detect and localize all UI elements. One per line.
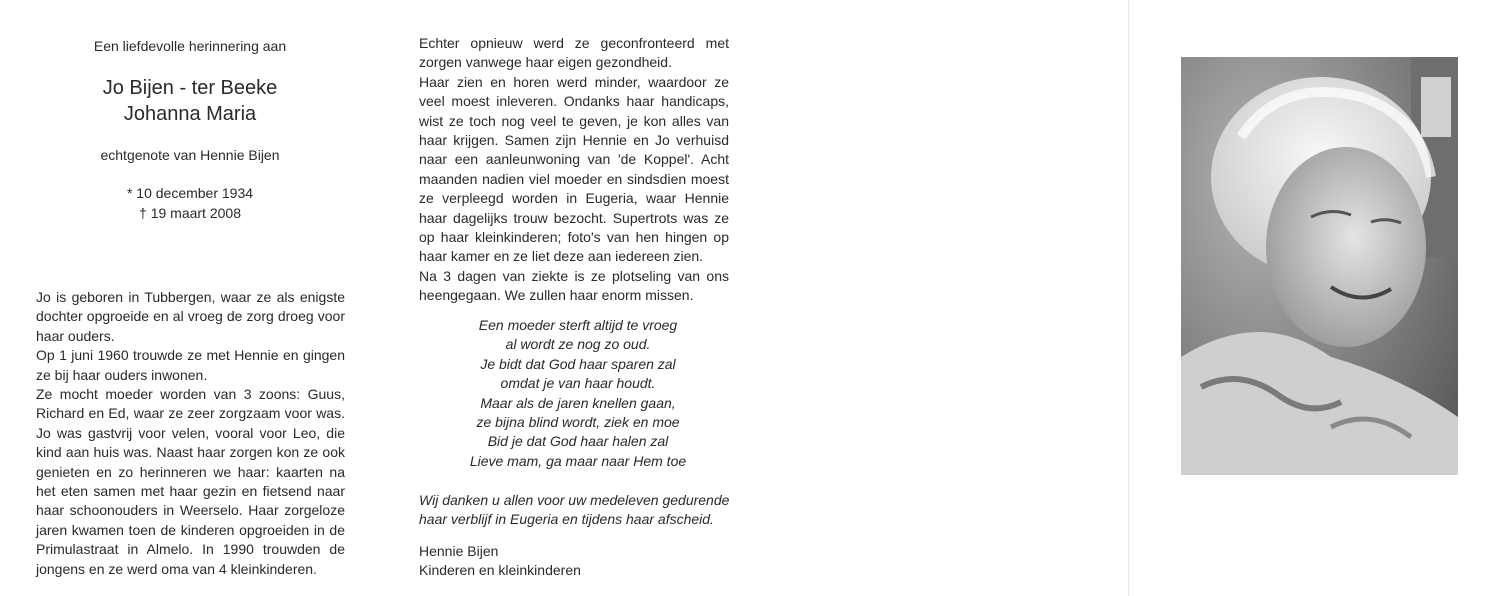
poem-line: omdat je van haar houdt. xyxy=(500,375,656,392)
intro-text: Een liefdevolle herinnering aan xyxy=(93,38,287,54)
poem-line: Maar als de jaren knellen gaan, xyxy=(480,394,676,411)
card-fold-line xyxy=(1128,0,1129,596)
memorial-poem xyxy=(419,316,737,471)
bio-paragraph: Echter opnieuw werd ze geconfronteerd met zorgen vanwege haar eigen gezondheid. xyxy=(419,35,729,71)
biography-continued xyxy=(419,34,729,306)
bio-paragraph: Op 1 juni 1960 trouwde ze met Hennie en gingen ze bij haar ouders inwonen. xyxy=(36,347,345,383)
bio-paragraph: Jo is geboren in Tubbergen, waar ze als enigste dochter opgroeide en al vroeg de zorg droeg voor haar ouders. xyxy=(36,289,345,344)
death-date: † 19 maart 2008 xyxy=(139,205,241,221)
birth-date: * 10 december 1934 xyxy=(126,185,254,201)
signature-line: Hennie Bijen xyxy=(419,543,499,559)
poem-line: ze bijna blind wordt, ziek en moe xyxy=(476,414,680,431)
deceased-name xyxy=(40,75,340,127)
poem-line: al wordt ze nog zo oud. xyxy=(505,336,651,353)
thanks-line: Wij danken u allen voor uw medeleven gedurende xyxy=(419,492,730,508)
biography xyxy=(36,288,345,579)
name-line-2: Johanna Maria xyxy=(123,103,257,125)
poem-line: Je bidt dat God haar sparen zal xyxy=(480,355,676,372)
life-dates xyxy=(40,183,340,223)
name-line-1: Jo Bijen - ter Beeke xyxy=(102,77,278,99)
bio-paragraph: Haar zien en horen werd minder, waardoor ze veel moest inleveren. Ondanks haar handicaps, wist ze toch nog veel te geven, je kon alles van haar krijgen. Samen zijn Hennie en Jo verhuisd naar een aanleunwoning van 'de Koppel'. Acht maanden nadien viel moeder en sindsdien moest ze verpleegd worden in Eugeria, waar Hennie haar dagelijks trouw bezocht. Supertrots was ze op haar kleinkinderen; foto's van hen hingen op haar kamer en ze liet deze aan iedereen zien. xyxy=(419,73,729,265)
spouse-text: echtgenote van Hennie Bijen xyxy=(100,147,280,163)
signature-line: Kinderen en kleinkinderen xyxy=(419,562,581,579)
thanks-line: haar verblijf in Eugeria en tijdens haar afscheid. xyxy=(419,511,714,528)
portrait-photo xyxy=(1181,57,1458,475)
thank-you-note xyxy=(419,491,749,530)
bio-paragraph: Ze mocht moeder worden van 3 zoons: Guus, Richard en Ed, waar ze zeer zorgzaam voor was. Jo was gastvrij voor velen, vooral voor Leo, die kind aan huis was. Naast haar zorgen kon ze ook genieten en zo herinneren we haar: kaarten na het eten samen met haar gezin en fietsend naar haar schoonouders in Weerselo. Haar zorgeloze jaren kwamen toen de kinderen opgroeiden in de Primulastraat in Almelo. In 1990 trouwden de jongens en ze werd oma van 4 kleinkinderen. xyxy=(36,386,345,577)
poem-line: Een moeder sterft altijd te vroeg xyxy=(478,317,678,333)
bio-paragraph: Na 3 dagen van ziekte is ze plotseling van ons heengegaan. We zullen haar enorm missen. xyxy=(419,267,729,304)
portrait-photo-icon xyxy=(1181,57,1458,475)
poem-line: Bid je dat God haar halen zal xyxy=(487,433,669,450)
signature-block xyxy=(419,542,719,581)
poem-line: Lieve mam, ga maar naar Hem toe xyxy=(469,452,687,469)
memorial-header xyxy=(40,36,340,223)
